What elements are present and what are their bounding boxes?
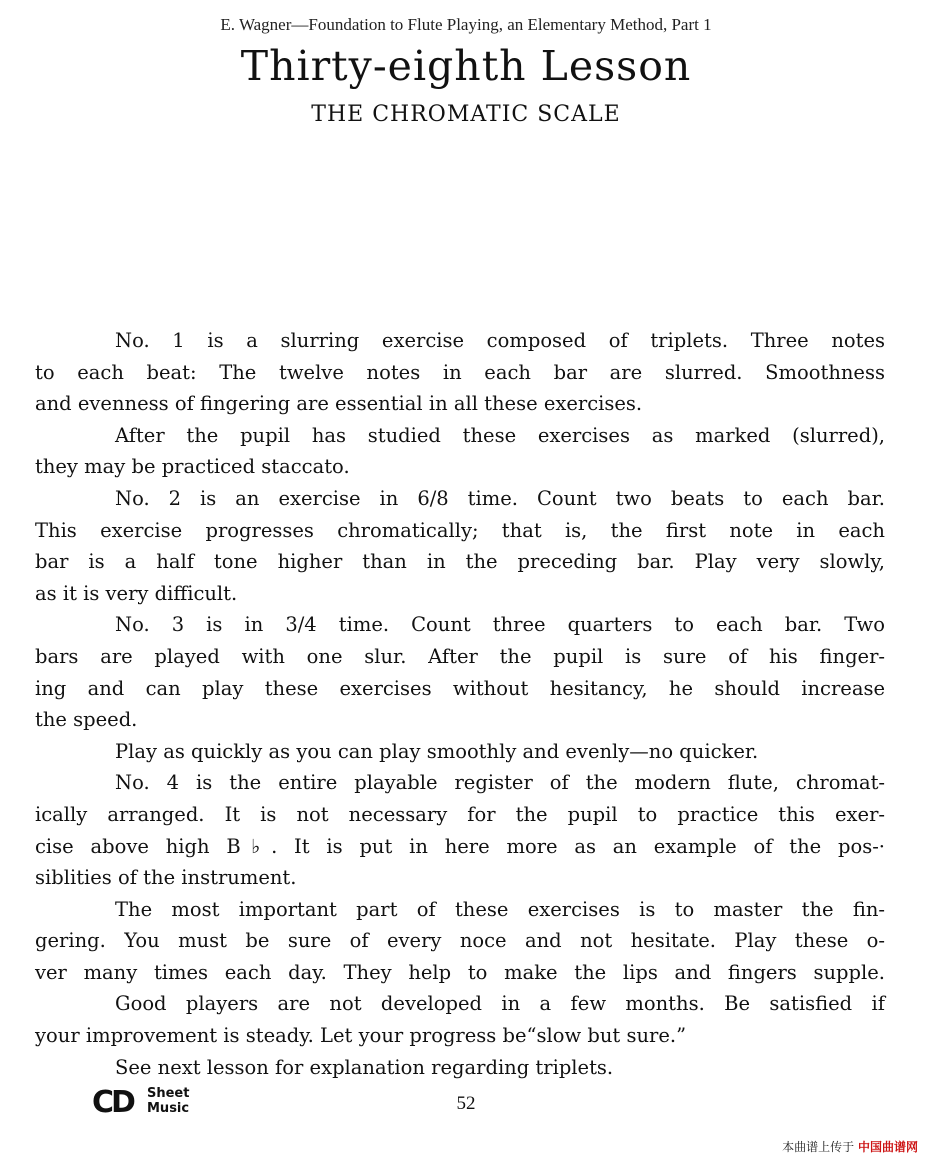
logo-sheet-word: Sheet — [147, 1086, 190, 1101]
body-line: and evenness of fingering are essential in all these exercises. — [35, 392, 643, 416]
body-line: ver many times each day. They help to make the lips and fingers supple. — [35, 960, 885, 984]
body-line: ically arranged. It is not necessary for the pupil to practice this exer- — [35, 802, 885, 826]
lesson-subtitle: THE CHROMATIC SCALE — [311, 102, 621, 127]
body-line: No. 3 is in 3/4 time. Count three quarters to each bar. Two — [115, 613, 885, 637]
page-number: 52 — [456, 1093, 476, 1114]
body-line: No. 1 is a slurring exercise composed of triplets. Three notes — [115, 329, 885, 352]
logo-cd-mark: CD — [92, 1085, 133, 1120]
body-line: The most important part of these exercises is to master the fin- — [115, 897, 885, 921]
watermark-brand: 中国曲谱网 — [857, 1140, 918, 1154]
lesson-title: Thirty-eighth Lesson — [240, 42, 692, 90]
lesson-body — [35, 325, 885, 1083]
body-line: the speed. — [35, 708, 138, 732]
body-line: bars are played with one slur. After the pupil is sure of his finger- — [35, 644, 885, 668]
body-line: ing and can play these exercises without hesitancy, he should increase — [35, 676, 885, 700]
body-line: No. 2 is an exercise in 6/8 time. Count two beats to each bar. — [115, 486, 885, 510]
body-line: your improvement is steady. Let your progress be“slow but sure.” — [35, 1024, 687, 1048]
body-line: they may be practiced staccato. — [35, 455, 350, 479]
body-line: After the pupil has studied these exercises as marked (slurred), — [115, 423, 885, 447]
body-line: Play as quickly as you can play smoothly and evenly—no quicker. — [115, 739, 759, 763]
logo-music-word: Music — [147, 1101, 190, 1116]
body-line: bar is a half tone higher than in the preceding bar. Play very slowly, — [35, 550, 885, 574]
body-line: Good players are not developed in a few months. Be satisfied if — [115, 992, 885, 1016]
body-line: This exercise progresses chromatically; that is, the first note in each — [35, 518, 885, 542]
body-line: cise above high B♭. It is put in here more as an example of the pos-· — [35, 834, 885, 858]
body-line: No. 4 is the entire playable register of the modern flute, chromat- — [115, 771, 885, 795]
watermark-text: 本曲谱上传于 — [782, 1140, 855, 1154]
site-watermark — [782, 1138, 918, 1155]
body-line: siblities of the instrument. — [35, 866, 297, 890]
body-line: gering. You must be sure of every noce and not hesitate. Play these o- — [35, 929, 885, 953]
body-line: to each beat: The twelve notes in each bar are slurred. Smoothness — [35, 360, 885, 384]
body-line: as it is very difficult. — [35, 581, 238, 605]
source-header: E. Wagner—Foundation to Flute Playing, an Elementary Method, Part 1 — [220, 15, 712, 34]
body-line: See next lesson for explanation regarding triplets. — [115, 1055, 614, 1079]
